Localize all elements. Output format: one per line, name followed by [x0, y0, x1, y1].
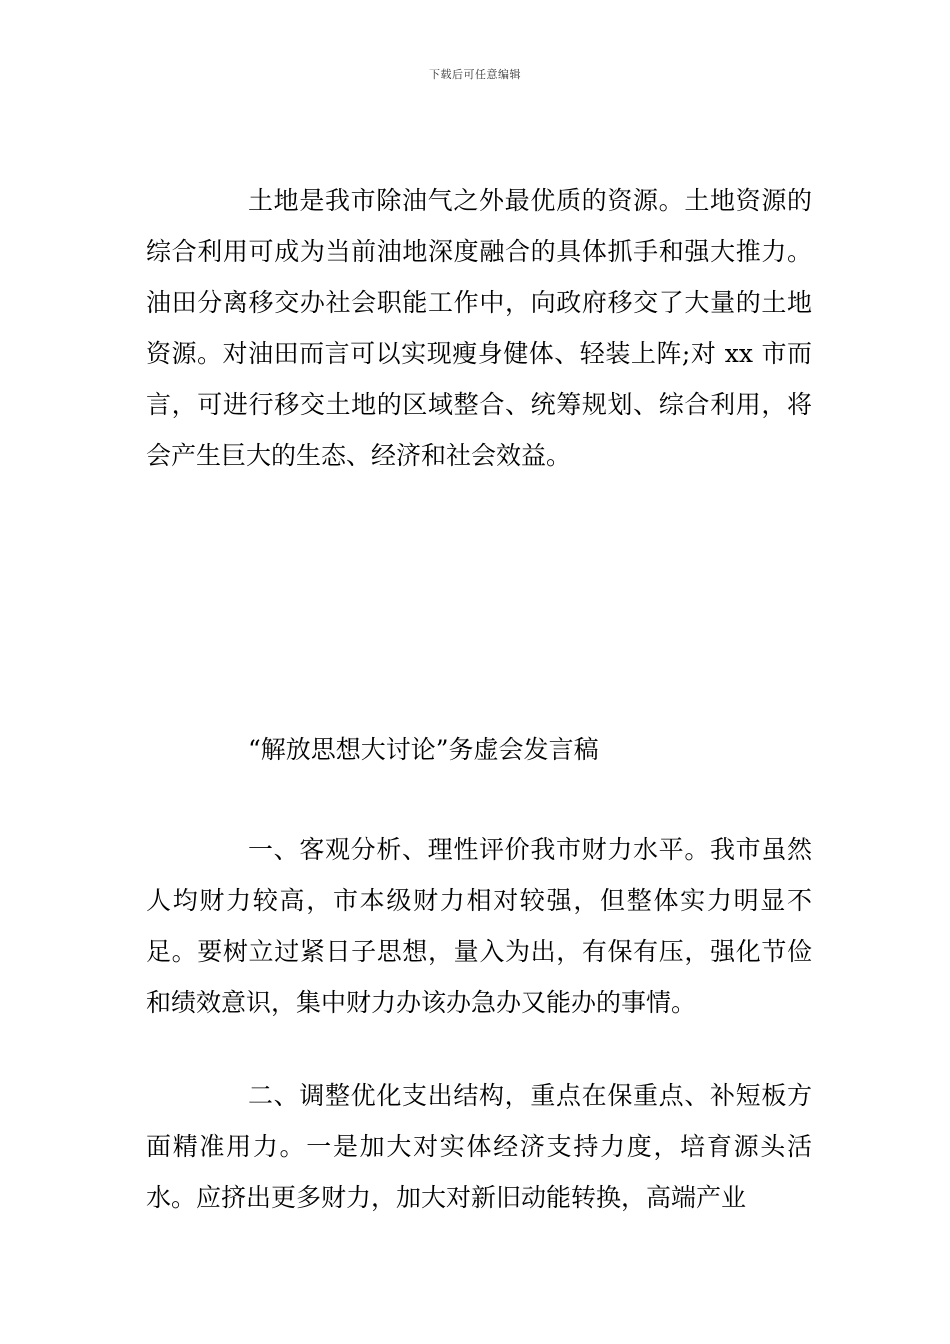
body-paragraph-spending-structure: 二、调整优化支出结构，重点在保重点、补短板方面精准用力。一是加大对实体经济支持力度，培育源头活水。应挤出更多财力，加大对新旧动能转换，高端产业: [146, 1081, 812, 1212]
document-title: “解放思想大讨论”务虚会发言稿: [248, 735, 599, 764]
header-note: 下载后可任意编辑: [429, 68, 521, 81]
body-paragraph-land-resources: 土地是我市除油气之外最优质的资源。土地资源的综合利用可成为当前油地深度融合的具体抓手和强大推力。油田分离移交办社会职能工作中，向政府移交了大量的土地资源。对油田而言可以实现瘦身健体、轻装上阵;对 xx 市而言，可进行移交土地的区域整合、统筹规划、综合利用，将会产生巨大的生态、经济和社会效益。: [146, 186, 812, 470]
body-paragraph-fiscal-analysis: 一、客观分析、理性评价我市财力水平。我市虽然人均财力较高，市本级财力相对较强，但整体实力明显不足。要树立过紧日子思想，量入为出，有保有压，强化节俭和绩效意识，集中财力办该办急办又能办的事情。: [146, 835, 812, 1017]
